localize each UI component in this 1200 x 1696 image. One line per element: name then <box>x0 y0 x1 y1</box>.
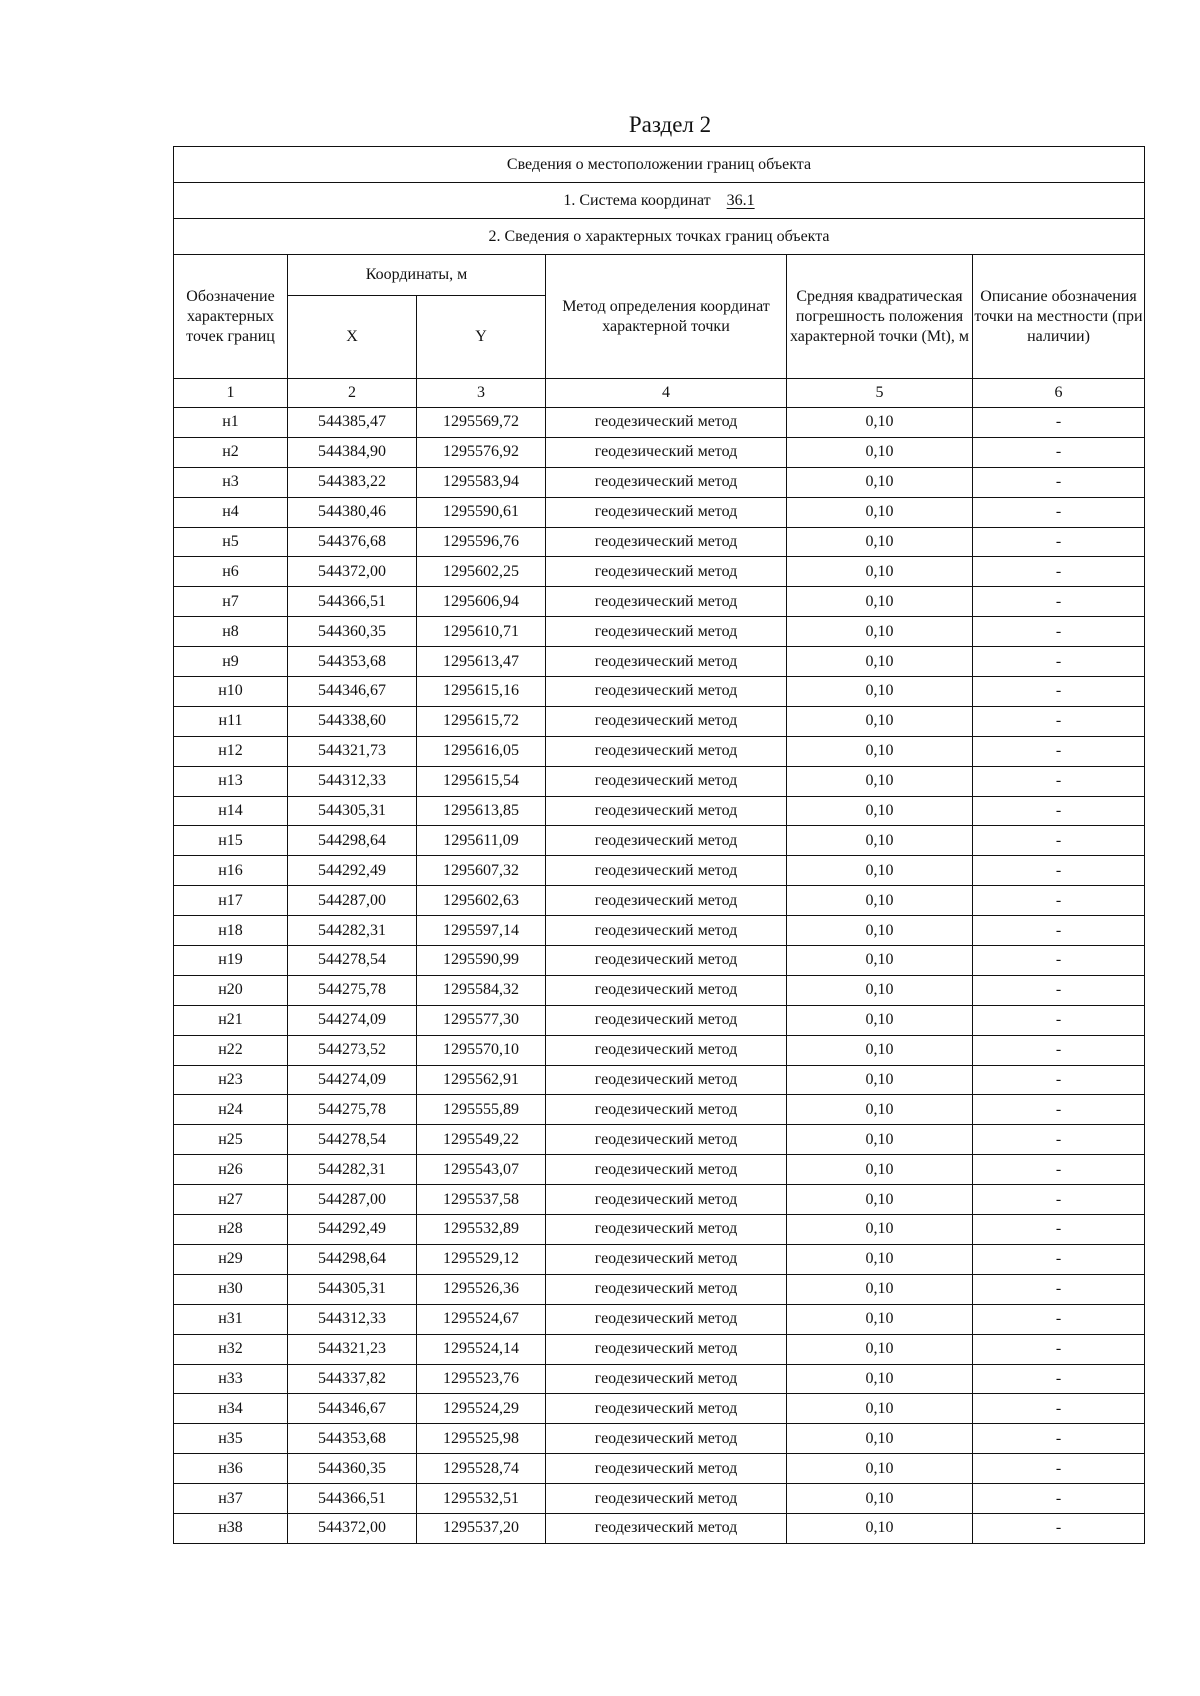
column-number: 4 <box>546 379 787 408</box>
point-id: н32 <box>174 1334 288 1364</box>
table-row <box>174 1513 1145 1543</box>
point-id: н8 <box>174 617 288 647</box>
error-value: 0,10 <box>787 1065 973 1095</box>
x-value: 544321,73 <box>288 736 417 766</box>
error-value: 0,10 <box>787 856 973 886</box>
table-row <box>174 1125 1145 1155</box>
col-error-header: Средняя квадратическая погрешность положения характерной точки (Mt), м <box>787 255 973 379</box>
description-value: - <box>973 1274 1145 1304</box>
x-value: 544366,51 <box>288 587 417 617</box>
x-value: 544298,64 <box>288 1244 417 1274</box>
x-value: 544384,90 <box>288 437 417 467</box>
column-number: 6 <box>973 379 1145 408</box>
description-value: - <box>973 1394 1145 1424</box>
x-value: 544321,23 <box>288 1334 417 1364</box>
method-value: геодезический метод <box>546 1424 787 1454</box>
error-value: 0,10 <box>787 826 973 856</box>
table-row <box>174 1334 1145 1364</box>
error-value: 0,10 <box>787 1274 973 1304</box>
table-row <box>174 1065 1145 1095</box>
description-value: - <box>973 826 1145 856</box>
error-value: 0,10 <box>787 1185 973 1215</box>
table-row <box>174 706 1145 736</box>
table-row <box>174 1244 1145 1274</box>
point-id: н17 <box>174 886 288 916</box>
x-value: 544282,31 <box>288 916 417 946</box>
point-id: н10 <box>174 677 288 707</box>
description-value: - <box>973 408 1145 438</box>
y-value: 1295577,30 <box>417 1005 546 1035</box>
error-value: 0,10 <box>787 1244 973 1274</box>
point-id: н25 <box>174 1125 288 1155</box>
y-value: 1295526,36 <box>417 1274 546 1304</box>
x-value: 544278,54 <box>288 1125 417 1155</box>
x-value: 544360,35 <box>288 1454 417 1484</box>
x-value: 544312,33 <box>288 1304 417 1334</box>
y-value: 1295597,14 <box>417 916 546 946</box>
y-value: 1295606,94 <box>417 587 546 617</box>
description-value: - <box>973 1484 1145 1514</box>
point-id: н24 <box>174 1095 288 1125</box>
error-value: 0,10 <box>787 497 973 527</box>
section-header: Сведения о местоположении границ объекта <box>174 147 1145 183</box>
y-value: 1295532,89 <box>417 1215 546 1245</box>
x-value: 544353,68 <box>288 647 417 677</box>
x-value: 544383,22 <box>288 467 417 497</box>
x-value: 544298,64 <box>288 826 417 856</box>
y-value: 1295615,72 <box>417 706 546 736</box>
method-value: геодезический метод <box>546 1095 787 1125</box>
table-row <box>174 856 1145 886</box>
description-value: - <box>973 647 1145 677</box>
description-value: - <box>973 706 1145 736</box>
method-value: геодезический метод <box>546 1364 787 1394</box>
y-value: 1295613,85 <box>417 796 546 826</box>
column-number-row <box>174 379 1145 408</box>
y-value: 1295590,61 <box>417 497 546 527</box>
y-value: 1295532,51 <box>417 1484 546 1514</box>
method-value: геодезический метод <box>546 1035 787 1065</box>
point-id: н23 <box>174 1065 288 1095</box>
x-value: 544292,49 <box>288 1215 417 1245</box>
x-value: 544274,09 <box>288 1005 417 1035</box>
point-id: н31 <box>174 1304 288 1334</box>
point-id: н19 <box>174 946 288 976</box>
method-value: геодезический метод <box>546 408 787 438</box>
point-id: н18 <box>174 916 288 946</box>
method-value: геодезический метод <box>546 916 787 946</box>
points-header: 2. Сведения о характерных точках границ объекта <box>174 219 1145 255</box>
table-row <box>174 587 1145 617</box>
method-value: геодезический метод <box>546 677 787 707</box>
error-value: 0,10 <box>787 1125 973 1155</box>
method-value: геодезический метод <box>546 766 787 796</box>
coord-system-row <box>174 183 1145 219</box>
error-value: 0,10 <box>787 677 973 707</box>
boundary-points-table <box>173 146 1145 1544</box>
error-value: 0,10 <box>787 1035 973 1065</box>
x-value: 544292,49 <box>288 856 417 886</box>
method-value: геодезический метод <box>546 1185 787 1215</box>
y-value: 1295610,71 <box>417 617 546 647</box>
description-value: - <box>973 677 1145 707</box>
description-value: - <box>973 497 1145 527</box>
y-value: 1295616,05 <box>417 736 546 766</box>
y-value: 1295611,09 <box>417 826 546 856</box>
point-id: н16 <box>174 856 288 886</box>
description-value: - <box>973 527 1145 557</box>
method-value: геодезический метод <box>546 1065 787 1095</box>
y-value: 1295615,54 <box>417 766 546 796</box>
y-value: 1295525,98 <box>417 1424 546 1454</box>
y-value: 1295569,72 <box>417 408 546 438</box>
description-value: - <box>973 766 1145 796</box>
col-method-header: Метод определения координат характерной точки <box>546 255 787 379</box>
x-value: 544274,09 <box>288 1065 417 1095</box>
table-row <box>174 408 1145 438</box>
point-id: н12 <box>174 736 288 766</box>
method-value: геодезический метод <box>546 467 787 497</box>
point-id: н2 <box>174 437 288 467</box>
table-row <box>174 826 1145 856</box>
method-value: геодезический метод <box>546 946 787 976</box>
description-value: - <box>973 736 1145 766</box>
method-value: геодезический метод <box>546 1274 787 1304</box>
description-value: - <box>973 1035 1145 1065</box>
x-value: 544360,35 <box>288 617 417 647</box>
x-value: 544282,31 <box>288 1155 417 1185</box>
x-value: 544346,67 <box>288 677 417 707</box>
point-id: н3 <box>174 467 288 497</box>
col-x-header: X <box>288 296 417 379</box>
table-row <box>174 1364 1145 1394</box>
column-number: 1 <box>174 379 288 408</box>
description-value: - <box>973 1304 1145 1334</box>
table-row <box>174 677 1145 707</box>
y-value: 1295584,32 <box>417 975 546 1005</box>
table-row <box>174 527 1145 557</box>
method-value: геодезический метод <box>546 796 787 826</box>
description-value: - <box>973 1125 1145 1155</box>
description-value: - <box>973 796 1145 826</box>
method-value: геодезический метод <box>546 856 787 886</box>
table-row <box>174 766 1145 796</box>
method-value: геодезический метод <box>546 617 787 647</box>
error-value: 0,10 <box>787 647 973 677</box>
point-id: н21 <box>174 1005 288 1035</box>
error-value: 0,10 <box>787 796 973 826</box>
method-value: геодезический метод <box>546 527 787 557</box>
description-value: - <box>973 886 1145 916</box>
error-value: 0,10 <box>787 408 973 438</box>
error-value: 0,10 <box>787 1005 973 1035</box>
method-value: геодезический метод <box>546 1484 787 1514</box>
x-value: 544275,78 <box>288 975 417 1005</box>
column-number: 5 <box>787 379 973 408</box>
error-value: 0,10 <box>787 437 973 467</box>
y-value: 1295549,22 <box>417 1125 546 1155</box>
method-value: геодезический метод <box>546 647 787 677</box>
x-value: 544287,00 <box>288 1185 417 1215</box>
table-row <box>174 1484 1145 1514</box>
point-id: н20 <box>174 975 288 1005</box>
error-value: 0,10 <box>787 617 973 647</box>
y-value: 1295524,14 <box>417 1334 546 1364</box>
point-id: н27 <box>174 1185 288 1215</box>
error-value: 0,10 <box>787 766 973 796</box>
point-id: н15 <box>174 826 288 856</box>
point-id: н6 <box>174 557 288 587</box>
error-value: 0,10 <box>787 1364 973 1394</box>
error-value: 0,10 <box>787 1304 973 1334</box>
description-value: - <box>973 617 1145 647</box>
table-row <box>174 1185 1145 1215</box>
method-value: геодезический метод <box>546 826 787 856</box>
x-value: 544372,00 <box>288 557 417 587</box>
coord-system-value: 36.1 <box>726 191 755 209</box>
description-value: - <box>973 975 1145 1005</box>
y-value: 1295570,10 <box>417 1035 546 1065</box>
point-id: н37 <box>174 1484 288 1514</box>
method-value: геодезический метод <box>546 497 787 527</box>
col-designation-header: Обозначение характерных точек границ <box>174 255 288 379</box>
table-row <box>174 1304 1145 1334</box>
error-value: 0,10 <box>787 736 973 766</box>
y-value: 1295529,12 <box>417 1244 546 1274</box>
table-row <box>174 467 1145 497</box>
point-id: н33 <box>174 1364 288 1394</box>
y-value: 1295607,32 <box>417 856 546 886</box>
description-value: - <box>973 1065 1145 1095</box>
table-row <box>174 916 1145 946</box>
point-id: н1 <box>174 408 288 438</box>
description-value: - <box>973 856 1145 886</box>
method-value: геодезический метод <box>546 886 787 916</box>
y-value: 1295543,07 <box>417 1155 546 1185</box>
method-value: геодезический метод <box>546 1155 787 1185</box>
method-value: геодезический метод <box>546 587 787 617</box>
y-value: 1295537,58 <box>417 1185 546 1215</box>
error-value: 0,10 <box>787 1215 973 1245</box>
error-value: 0,10 <box>787 886 973 916</box>
x-value: 544372,00 <box>288 1513 417 1543</box>
col-coordinates-header: Координаты, м <box>288 255 546 296</box>
coord-system-label: 1. Система координат <box>563 191 711 209</box>
error-value: 0,10 <box>787 1394 973 1424</box>
description-value: - <box>973 1364 1145 1394</box>
table-row <box>174 1035 1145 1065</box>
description-value: - <box>973 1454 1145 1484</box>
description-value: - <box>973 946 1145 976</box>
method-value: геодезический метод <box>546 1215 787 1245</box>
table-row <box>174 1095 1145 1125</box>
point-id: н22 <box>174 1035 288 1065</box>
y-value: 1295537,20 <box>417 1513 546 1543</box>
table-row <box>174 946 1145 976</box>
description-value: - <box>973 587 1145 617</box>
y-value: 1295596,76 <box>417 527 546 557</box>
x-value: 544305,31 <box>288 796 417 826</box>
column-number: 2 <box>288 379 417 408</box>
y-value: 1295590,99 <box>417 946 546 976</box>
y-value: 1295523,76 <box>417 1364 546 1394</box>
description-value: - <box>973 1155 1145 1185</box>
point-id: н7 <box>174 587 288 617</box>
table-row <box>174 497 1145 527</box>
y-value: 1295524,67 <box>417 1304 546 1334</box>
error-value: 0,10 <box>787 587 973 617</box>
method-value: геодезический метод <box>546 437 787 467</box>
x-value: 544275,78 <box>288 1095 417 1125</box>
point-id: н29 <box>174 1244 288 1274</box>
x-value: 544338,60 <box>288 706 417 736</box>
x-value: 544287,00 <box>288 886 417 916</box>
x-value: 544278,54 <box>288 946 417 976</box>
point-id: н26 <box>174 1155 288 1185</box>
page-title: Раздел 2 <box>628 112 712 137</box>
table-row <box>174 1394 1145 1424</box>
table-row <box>174 736 1145 766</box>
error-value: 0,10 <box>787 1513 973 1543</box>
point-id: н13 <box>174 766 288 796</box>
y-value: 1295583,94 <box>417 467 546 497</box>
error-value: 0,10 <box>787 1454 973 1484</box>
method-value: геодезический метод <box>546 1334 787 1364</box>
y-value: 1295562,91 <box>417 1065 546 1095</box>
method-value: геодезический метод <box>546 736 787 766</box>
point-id: н5 <box>174 527 288 557</box>
table-row <box>174 1424 1145 1454</box>
point-id: н9 <box>174 647 288 677</box>
description-value: - <box>973 557 1145 587</box>
error-value: 0,10 <box>787 467 973 497</box>
table-row <box>174 557 1145 587</box>
y-value: 1295602,63 <box>417 886 546 916</box>
point-id: н14 <box>174 796 288 826</box>
point-id: н11 <box>174 706 288 736</box>
description-value: - <box>973 1185 1145 1215</box>
x-value: 544312,33 <box>288 766 417 796</box>
table-row <box>174 1274 1145 1304</box>
description-value: - <box>973 1005 1145 1035</box>
column-number: 3 <box>417 379 546 408</box>
error-value: 0,10 <box>787 1334 973 1364</box>
table-row <box>174 647 1145 677</box>
y-value: 1295615,16 <box>417 677 546 707</box>
y-value: 1295524,29 <box>417 1394 546 1424</box>
table-row <box>174 617 1145 647</box>
y-value: 1295613,47 <box>417 647 546 677</box>
y-value: 1295576,92 <box>417 437 546 467</box>
point-id: н38 <box>174 1513 288 1543</box>
method-value: геодезический метод <box>546 1304 787 1334</box>
description-value: - <box>973 467 1145 497</box>
x-value: 544385,47 <box>288 408 417 438</box>
x-value: 544380,46 <box>288 497 417 527</box>
method-value: геодезический метод <box>546 1125 787 1155</box>
point-id: н28 <box>174 1215 288 1245</box>
description-value: - <box>973 1513 1145 1543</box>
description-value: - <box>973 437 1145 467</box>
method-value: геодезический метод <box>546 975 787 1005</box>
table-row <box>174 1215 1145 1245</box>
table-row <box>174 1454 1145 1484</box>
table-row <box>174 1155 1145 1185</box>
point-id: н30 <box>174 1274 288 1304</box>
y-value: 1295555,89 <box>417 1095 546 1125</box>
description-value: - <box>973 1424 1145 1454</box>
description-value: - <box>973 1244 1145 1274</box>
x-value: 544273,52 <box>288 1035 417 1065</box>
col-y-header: Y <box>417 296 546 379</box>
error-value: 0,10 <box>787 557 973 587</box>
error-value: 0,10 <box>787 527 973 557</box>
table-row <box>174 796 1145 826</box>
x-value: 544346,67 <box>288 1394 417 1424</box>
description-value: - <box>973 1334 1145 1364</box>
method-value: геодезический метод <box>546 1454 787 1484</box>
table-row <box>174 975 1145 1005</box>
description-value: - <box>973 1095 1145 1125</box>
point-id: н36 <box>174 1454 288 1484</box>
point-id: н4 <box>174 497 288 527</box>
x-value: 544353,68 <box>288 1424 417 1454</box>
error-value: 0,10 <box>787 1484 973 1514</box>
error-value: 0,10 <box>787 1095 973 1125</box>
method-value: геодезический метод <box>546 557 787 587</box>
table-row <box>174 1005 1145 1035</box>
description-value: - <box>973 1215 1145 1245</box>
error-value: 0,10 <box>787 916 973 946</box>
method-value: геодезический метод <box>546 1005 787 1035</box>
point-id: н35 <box>174 1424 288 1454</box>
error-value: 0,10 <box>787 946 973 976</box>
x-value: 544376,68 <box>288 527 417 557</box>
x-value: 544337,82 <box>288 1364 417 1394</box>
y-value: 1295602,25 <box>417 557 546 587</box>
point-id: н34 <box>174 1394 288 1424</box>
method-value: геодезический метод <box>546 1244 787 1274</box>
table-row <box>174 437 1145 467</box>
error-value: 0,10 <box>787 975 973 1005</box>
table-row <box>174 886 1145 916</box>
method-value: геодезический метод <box>546 706 787 736</box>
x-value: 544366,51 <box>288 1484 417 1514</box>
col-description-header: Описание обозначения точки на местности (при наличии) <box>973 255 1145 379</box>
description-value: - <box>973 916 1145 946</box>
method-value: геодезический метод <box>546 1513 787 1543</box>
method-value: геодезический метод <box>546 1394 787 1424</box>
x-value: 544305,31 <box>288 1274 417 1304</box>
y-value: 1295528,74 <box>417 1454 546 1484</box>
error-value: 0,10 <box>787 1155 973 1185</box>
error-value: 0,10 <box>787 706 973 736</box>
error-value: 0,10 <box>787 1424 973 1454</box>
